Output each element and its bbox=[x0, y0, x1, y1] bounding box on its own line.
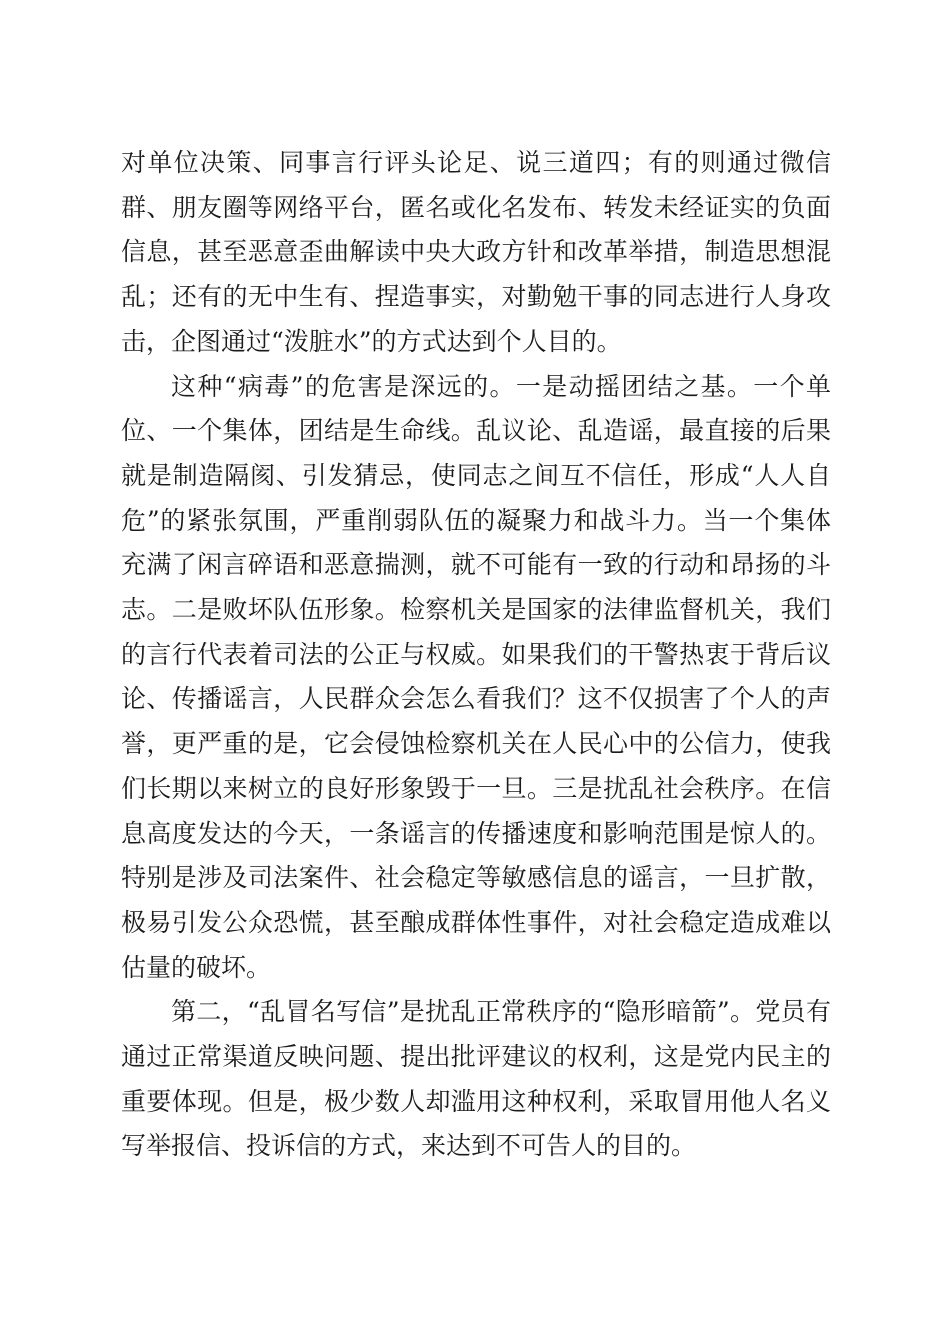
body-text bbox=[121, 141, 831, 1169]
paragraph-1: 对单位决策、同事言行评头论足、说三道四；有的则通过微信群、朋友圈等网络平台，匿名或化名发布、转发未经证实的负面信息，甚至恶意歪曲解读中央大政方针和改革举措，制造思想混乱；还有的无中生有、捏造事实，对勤勉干事的同志进行人身攻击，企图通过“泼脏水”的方式达到个人目的。 bbox=[121, 148, 831, 356]
paragraph-3: 第二，“乱冒名写信”是扰乱正常秩序的“隐形暗箭”。党员有通过正常渠道反映问题、提出批评建议的权利，这是党内民主的重要体现。但是，极少数人却滥用这种权利，采取冒用他人名义写举报信、投诉信的方式，来达到不可告人的目的。 bbox=[121, 997, 831, 1161]
paragraph-2: 这种“病毒”的危害是深远的。一是动摇团结之基。一个单位、一个集体，团结是生命线。乱议论、乱造谣，最直接的后果就是制造隔阂、引发猜忌，使同志之间互不信任，形成“人人自危”的紧张氛围，严重削弱队伍的凝聚力和战斗力。当一个集体充满了闲言碎语和恶意揣测，就不可能有一致的行动和昂扬的斗志。二是败坏队伍形象。检察机关是国家的法律监督机关，我们的言行代表着司法的公正与权威。如果我们的干警热衷于背后议论、传播谣言，人民群众会怎么看我们？这不仅损害了个人的声誉，更严重的是，它会侵蚀检察机关在人民心中的公信力，使我们长期以来树立的良好形象毁于一旦。三是扰乱社会秩序。在信息高度发达的今天，一条谣言的传播速度和影响范围是惊人的。特别是涉及司法案件、社会稳定等敏感信息的谣言，一旦扩散，极易引发公众恐慌，甚至酿成群体性事件，对社会稳定造成难以估量的破坏。 bbox=[121, 371, 831, 982]
